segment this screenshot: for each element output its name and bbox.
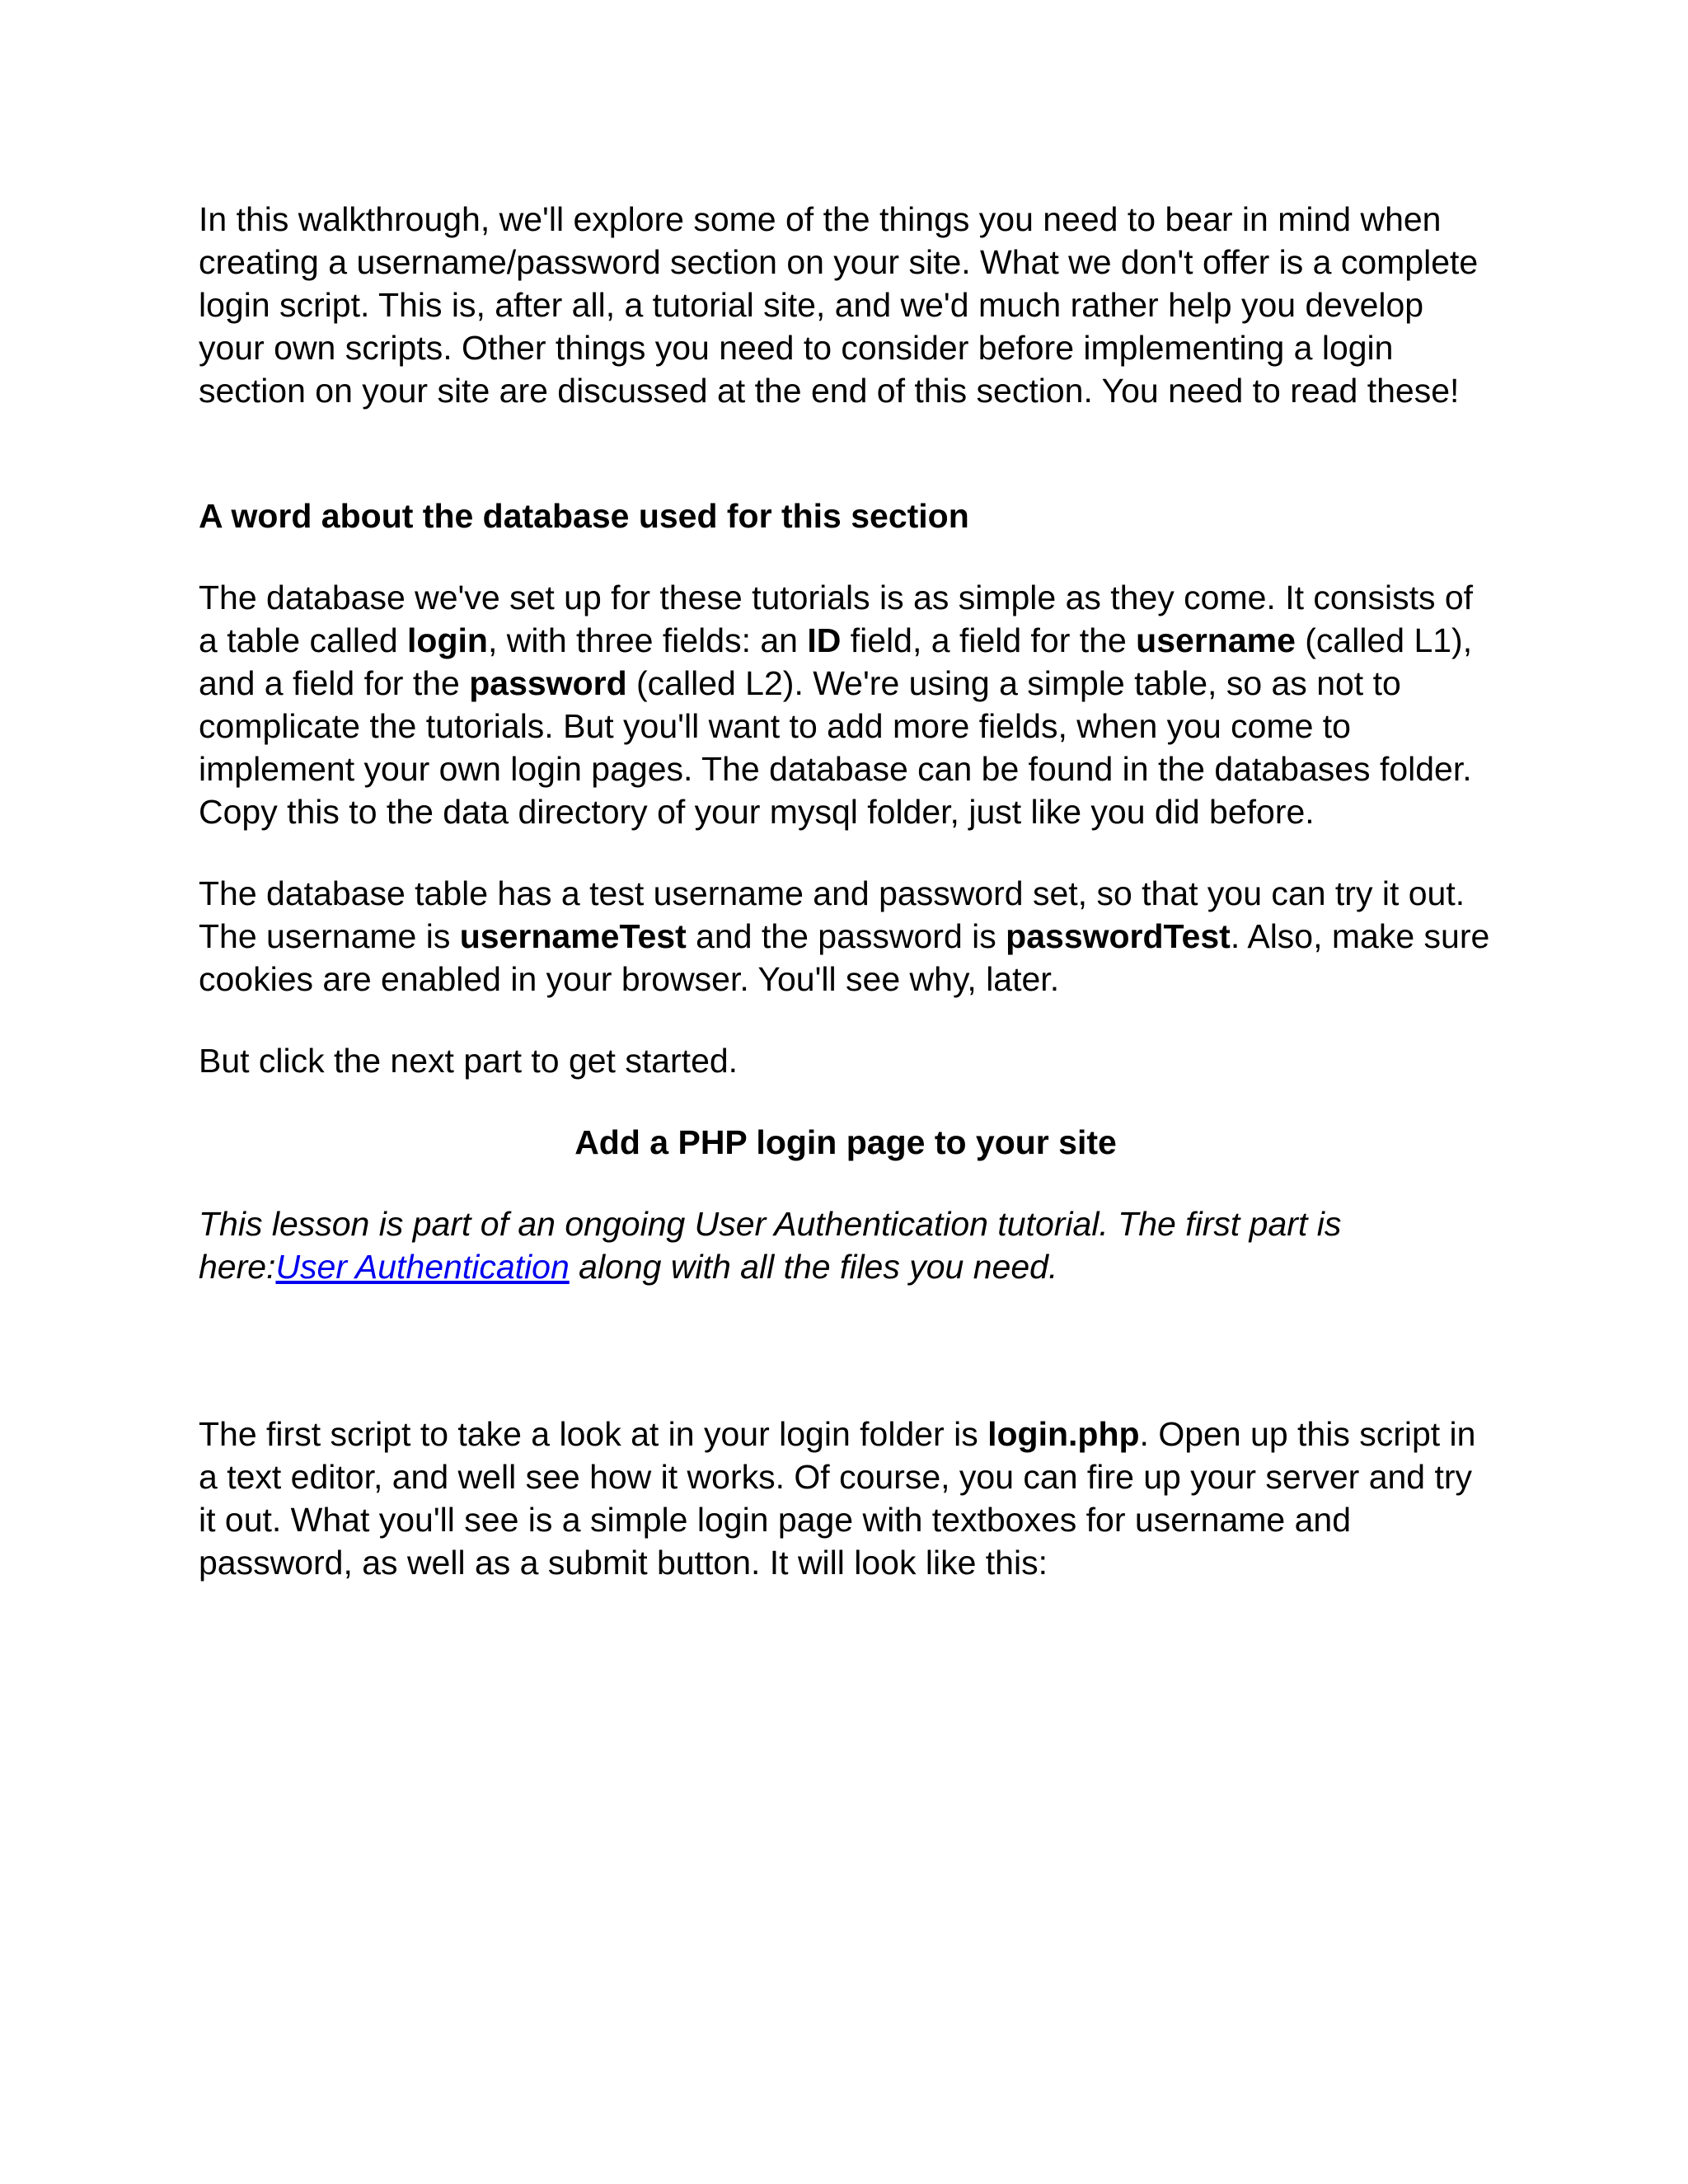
text-run: and the password is	[686, 917, 1006, 955]
bold-term-username: username	[1136, 621, 1296, 659]
text-run: along with all the files you need.	[569, 1248, 1058, 1286]
text-run: This lesson is part of an ongoing User Authentication tutorial. The first part is here:	[199, 1205, 1342, 1286]
text-run: (called L2). We're using a simple table, so as not to complicate the tutorials. But you'll want to add more fields, when you come to implement your own login pages. The database can be found in the databases folder. Copy this to the data directory of your mysql folder, just like you did before.	[199, 664, 1472, 831]
text-run: (called L1), and a field for the	[199, 621, 1473, 702]
test-credentials-paragraph	[199, 872, 1493, 1001]
bold-term-password-test: passwordTest	[1006, 917, 1231, 955]
user-authentication-link[interactable]: User Authentication	[275, 1248, 570, 1286]
login-page-heading: Add a PHP login page to your site	[574, 1123, 1117, 1161]
text-run: The database table has a test username and password set, so that you can try it out. The username is	[199, 874, 1465, 955]
text-run: The database we've set up for these tutorials is as simple as they come. It consists of a table called	[199, 579, 1474, 659]
get-started-paragraph: But click the next part to get started.	[199, 1042, 738, 1080]
database-paragraph	[199, 576, 1493, 833]
database-heading: A word about the database used for this section	[199, 497, 969, 535]
text-run: , with three fields: an	[487, 621, 808, 659]
bold-term-login-php: login.php	[987, 1415, 1140, 1453]
text-run: The first script to take a look at in your login folder is	[199, 1415, 988, 1453]
text-run: field, a field for the	[841, 621, 1137, 659]
bold-term-id: ID	[807, 621, 842, 659]
login-script-paragraph	[199, 1413, 1493, 1584]
intro-paragraph	[199, 198, 1493, 412]
bold-term-password: password	[469, 664, 627, 702]
text-run: . Open up this script in a text editor, and well see how it works. Of course, you can fire up your server and try it out. What you'll see is a simple login page with textboxes for username and password, as well as a submit button. It will look like this:	[199, 1415, 1476, 1582]
intro-text: In this walkthrough, we'll explore some of the things you need to bear in mind when creating a username/password section on your site. What we don't offer is a complete login script. This is, after all, a tutorial site, and we'd much rather help you develop your own scripts. Other things you need to consider before implementing a login section on your site are discussed at the end of this section. You need to read these!	[199, 200, 1479, 410]
text-run: . Also, make sure cookies are enabled in your browser. You'll see why, later.	[199, 917, 1490, 998]
lesson-note-paragraph	[199, 1202, 1493, 1288]
bold-term-username-test: usernameTest	[459, 917, 687, 955]
document-page	[199, 198, 1493, 1584]
bold-term-login: login	[407, 621, 488, 659]
